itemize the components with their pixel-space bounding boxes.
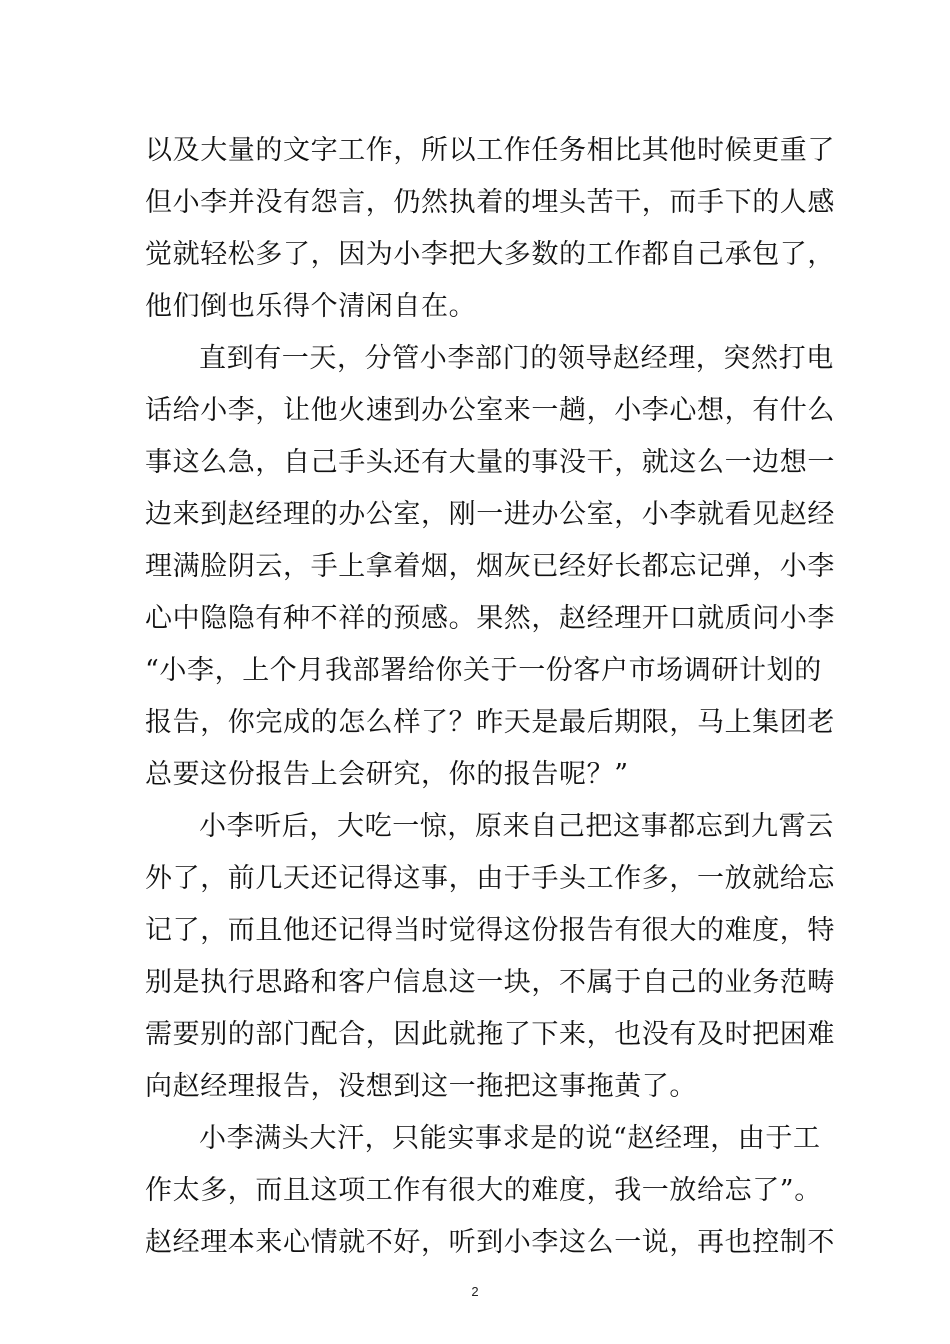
text-line: 但小李并没有怨言，仍然执着的埋头苦干，而手下的人感 xyxy=(145,187,835,218)
text-line: 报告，你完成的怎么样了？昨天是最后期限，马上集团老 xyxy=(145,707,835,738)
text-line: 赵经理本来心情就不好，听到小李这么一说，再也控制不 xyxy=(145,1227,835,1258)
text-line: 外了，前几天还记得这事，由于手头工作多，一放就给忘 xyxy=(145,863,835,894)
paragraph-first-line: 小李听后，大吃一惊，原来自己把这事都忘到九霄云 xyxy=(199,811,834,842)
text-line: 心中隐隐有种不祥的预感。果然，赵经理开口就质问小李 xyxy=(145,603,835,634)
text-line: 话给小李，让他火速到办公室来一趟，小李心想，有什么 xyxy=(145,395,835,426)
text-line: 总要这份报告上会研究，你的报告呢？” xyxy=(145,759,629,790)
text-line: 他们倒也乐得个清闲自在。 xyxy=(145,291,477,322)
text-line: 别是执行思路和客户信息这一块，不属于自己的业务范畴 xyxy=(145,967,835,998)
paragraph-first-line: 直到有一天，分管小李部门的领导赵经理，突然打电 xyxy=(199,343,834,374)
text-line: 边来到赵经理的办公室，刚一进办公室，小李就看见赵经 xyxy=(145,499,835,530)
text-line: 理满脸阴云，手上拿着烟，烟灰已经好长都忘记弹，小李 xyxy=(145,551,835,582)
text-line: 作太多，而且这项工作有很大的难度，我一放给忘了”。 xyxy=(145,1175,822,1206)
text-line: 记了，而且他还记得当时觉得这份报告有很大的难度，特 xyxy=(145,915,835,946)
text-line: 觉就轻松多了，因为小李把大多数的工作都自己承包了， xyxy=(145,239,835,270)
paragraph-first-line: 小李满头大汗，只能实事求是的说“赵经理，由于工 xyxy=(199,1123,821,1154)
page-number: 2 xyxy=(471,1284,479,1299)
text-line: 事这么急，自己手头还有大量的事没干，就这么一边想一 xyxy=(145,447,835,478)
text-line: 需要别的部门配合，因此就拖了下来，也没有及时把困难 xyxy=(145,1019,835,1050)
text-line: 向赵经理报告，没想到这一拖把这事拖黄了。 xyxy=(145,1071,697,1102)
text-line: 以及大量的文字工作，所以工作任务相比其他时候更重了 xyxy=(145,135,835,166)
text-line: “小李，上个月我部署给你关于一份客户市场调研计划的 xyxy=(145,655,822,686)
